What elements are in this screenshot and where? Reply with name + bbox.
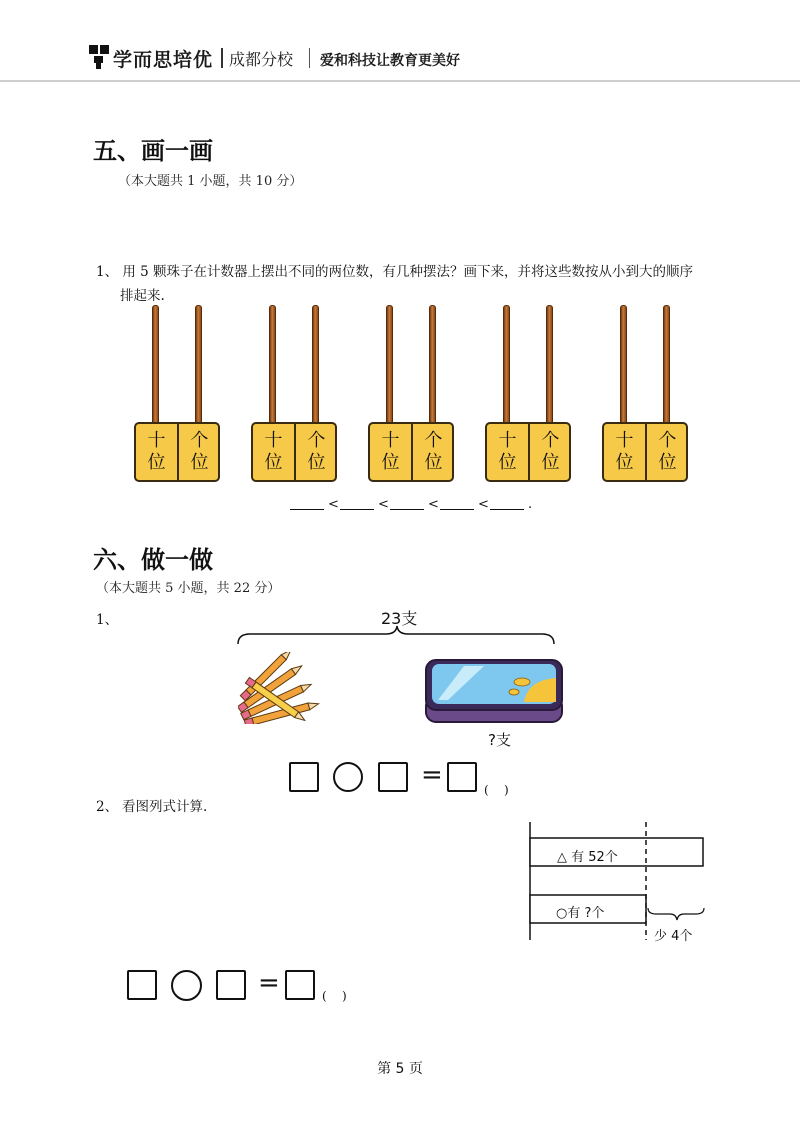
counting-frame: [251, 305, 341, 485]
ones-rod: [195, 305, 202, 425]
tens-rod: [386, 305, 393, 425]
equals-sign: =: [258, 968, 280, 998]
answer-blank[interactable]: [290, 509, 324, 510]
page-number: 第 5 页: [377, 1061, 423, 1077]
bar-top-label: △ 有 52个: [557, 850, 618, 865]
counting-frame: [134, 305, 224, 485]
tens-label: 十 位: [264, 430, 283, 473]
section-six-note: （本大题共 5 小题，共 22 分）: [96, 581, 281, 596]
less-than-sign: <: [328, 497, 339, 512]
section-five-title: 五、画一画: [93, 137, 213, 165]
question-6-2-number: 2、: [96, 799, 119, 815]
header-divider: [309, 48, 310, 68]
tens-rod: [620, 305, 627, 425]
counting-frame: [368, 305, 458, 485]
counting-frame-base: [602, 422, 688, 482]
tens-rod: [503, 305, 510, 425]
operator-circle[interactable]: [171, 970, 202, 1001]
answer-blank[interactable]: [490, 509, 524, 510]
tens-rod: [269, 305, 276, 425]
answer-blank[interactable]: [440, 509, 474, 510]
equals-sign: =: [421, 760, 443, 790]
section-five-note: （本大题共 1 小题，共 10 分）: [118, 174, 303, 189]
counting-frame-base: [368, 422, 454, 482]
brand-logo-icon: [88, 44, 110, 70]
tens-rod: [152, 305, 159, 425]
counting-frame-base: [485, 422, 571, 482]
ones-rod: [312, 305, 319, 425]
less-than-sign: <: [378, 497, 389, 512]
answer-box[interactable]: [378, 762, 408, 792]
pencils-icon: [238, 652, 320, 724]
tens-label: 十 位: [381, 430, 400, 473]
answer-box[interactable]: [216, 970, 246, 1000]
operator-circle[interactable]: [333, 762, 363, 792]
unknown-count-label: ?支: [488, 731, 511, 749]
counting-frame: [485, 305, 575, 485]
tens-label: 十 位: [498, 430, 517, 473]
header-rule: [0, 80, 800, 82]
tens-label: 十 位: [615, 430, 634, 473]
section-six-title: 六、做一做: [93, 546, 213, 574]
counting-frame: [602, 305, 692, 485]
answer-box[interactable]: [447, 762, 477, 792]
curly-brace: [236, 624, 558, 646]
ones-rod: [429, 305, 436, 425]
period: .: [528, 497, 533, 512]
question-6-1-number: 1、: [96, 612, 119, 628]
header-divider: [221, 48, 223, 68]
brand-name: 学而思培优: [113, 49, 214, 71]
header-slogan: 爱和科技让教育更美好: [320, 53, 460, 69]
question-5-1-text-cont: 排起来.: [120, 288, 165, 304]
answer-box[interactable]: [289, 762, 319, 792]
ones-label: 个 位: [190, 430, 209, 473]
bar-bottom-label: ○有 ?个: [556, 906, 605, 921]
pencil-case-icon: [424, 656, 566, 726]
unit-blank: ( ): [484, 783, 509, 797]
answer-box[interactable]: [127, 970, 157, 1000]
total-count-label: 23支: [381, 609, 418, 628]
ones-rod: [546, 305, 553, 425]
question-6-2-text: 看图列式计算.: [122, 799, 208, 815]
page-header: [0, 0, 800, 84]
counting-frame-base: [251, 422, 337, 482]
ones-label: 个 位: [424, 430, 443, 473]
answer-blank[interactable]: [340, 509, 374, 510]
less-than-sign: <: [478, 497, 489, 512]
ones-label: 个 位: [541, 430, 560, 473]
ones-label: 个 位: [658, 430, 677, 473]
difference-label: 少 4个: [654, 929, 693, 944]
question-5-1-text: 1、 用 5 颗珠子在计数器上摆出不同的两位数，有几种摆法？画下来，并将这些数按从小到大的顺序: [96, 264, 694, 280]
tens-label: 十 位: [147, 430, 166, 473]
counting-frame-base: [134, 422, 220, 482]
ones-rod: [663, 305, 670, 425]
answer-box[interactable]: [285, 970, 315, 1000]
less-than-sign: <: [428, 497, 439, 512]
unit-blank: ( ): [322, 989, 347, 1003]
ones-label: 个 位: [307, 430, 326, 473]
answer-blank[interactable]: [390, 509, 424, 510]
branch-name: 成都分校: [229, 50, 294, 69]
